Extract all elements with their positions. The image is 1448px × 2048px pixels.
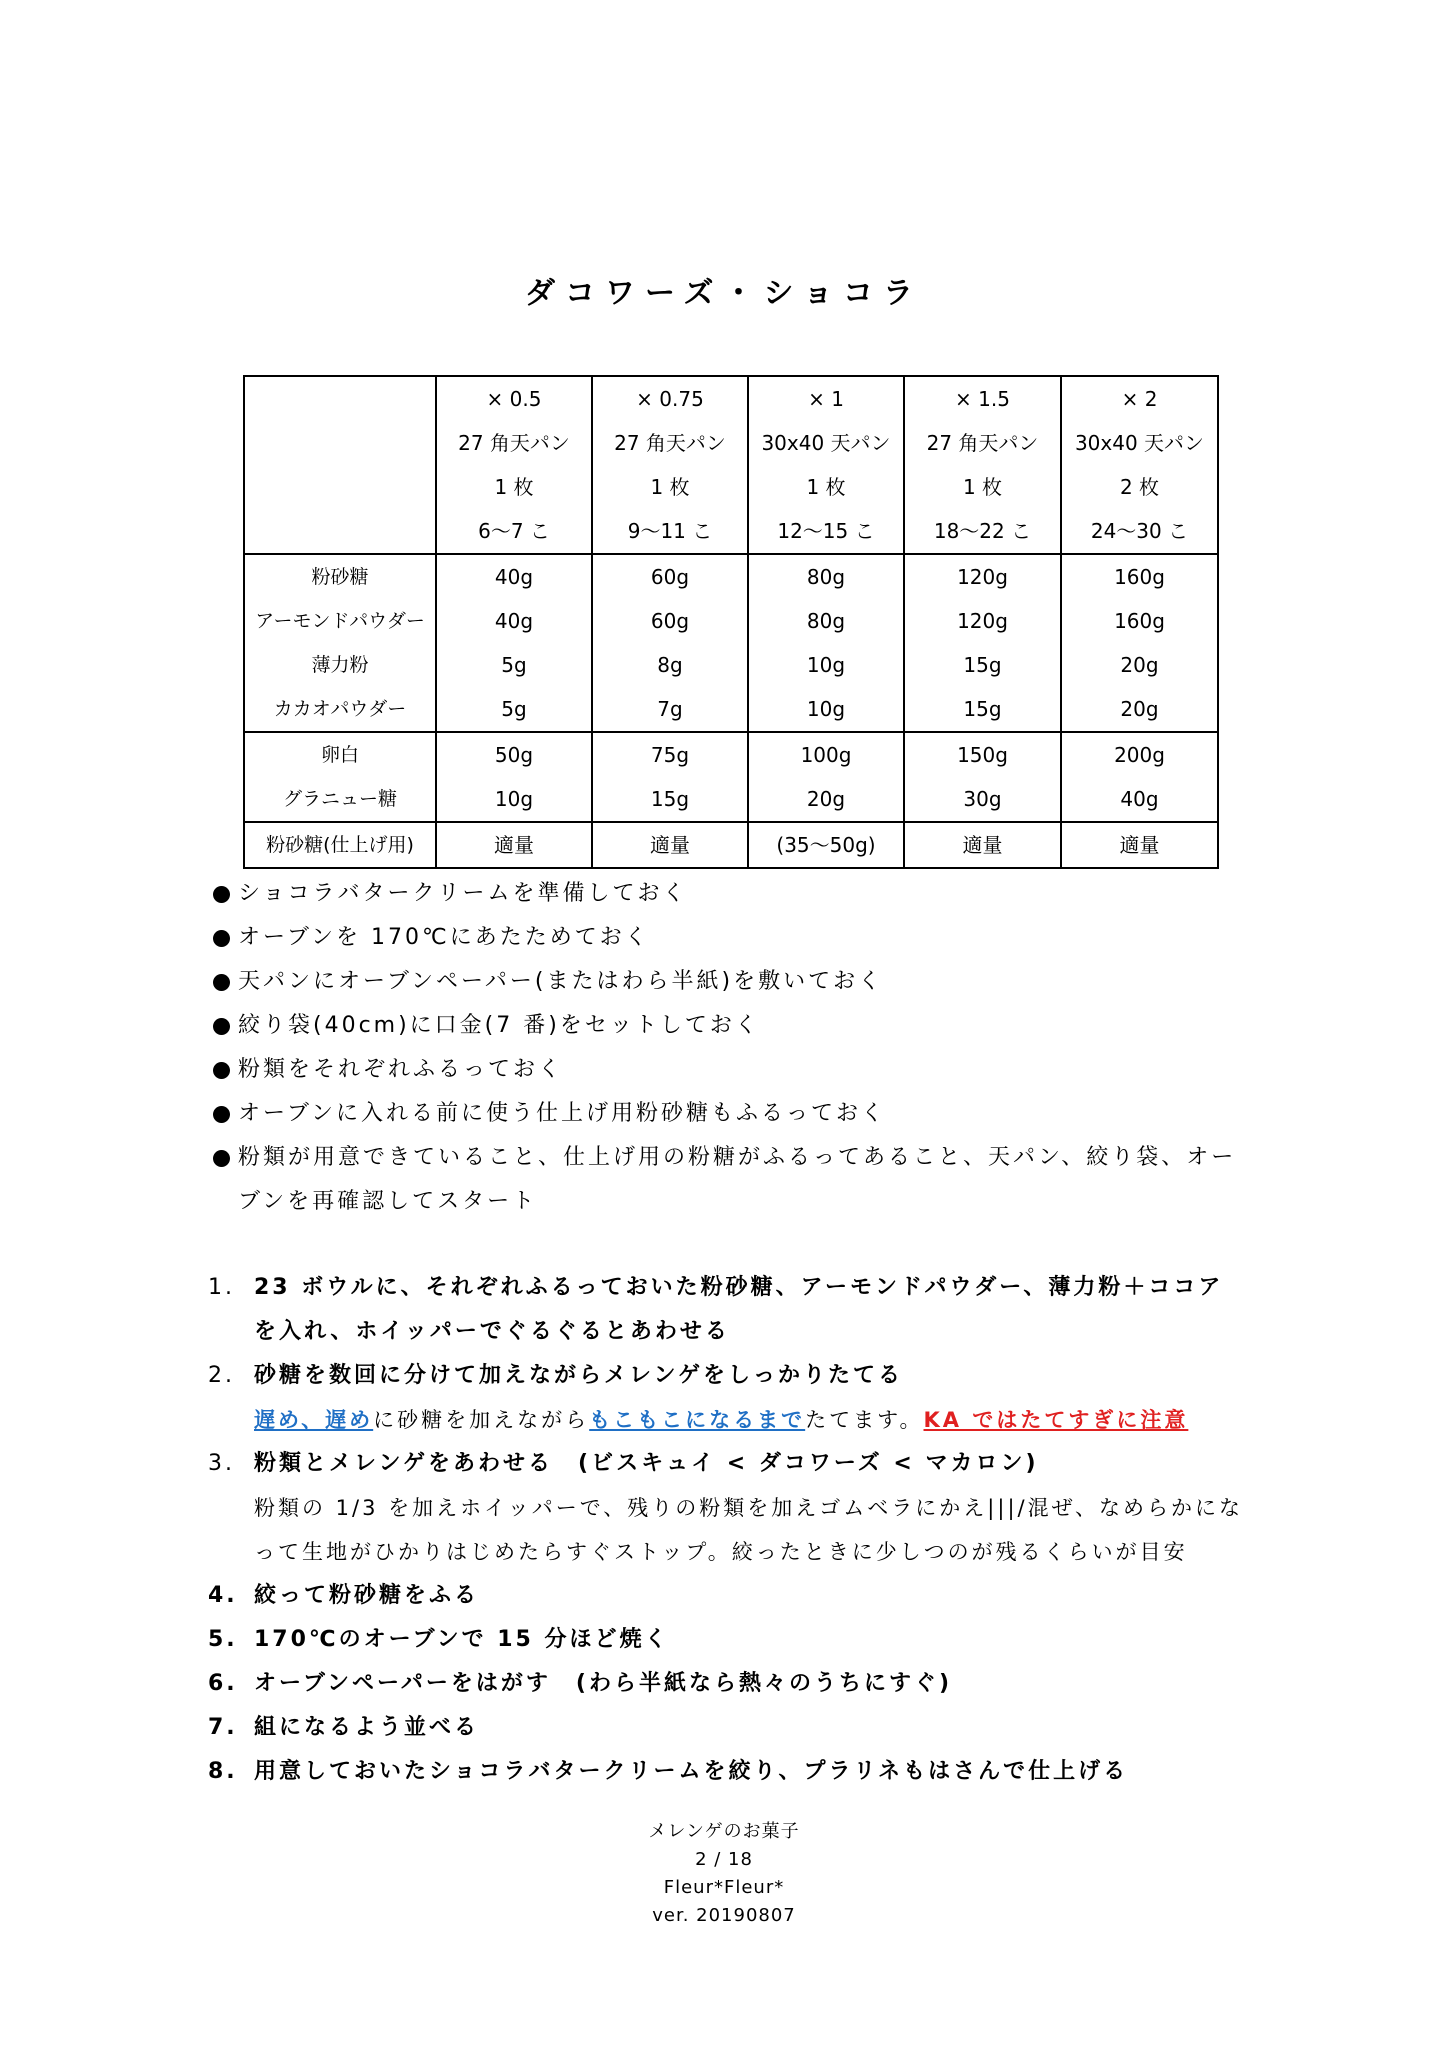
yield-count: 12～15 こ (777, 519, 875, 543)
step-text: 170℃のオーブンで 15 分ほど焼く (254, 1627, 670, 1652)
scale-multiplier: × 1 (808, 387, 844, 411)
amount: 40g (1120, 787, 1159, 811)
note-text: たてます。 (805, 1408, 924, 1432)
step-text: 用意しておいたショコラバタークリームを絞り、プラリネもはさんで仕上げる (254, 1759, 1129, 1784)
amount: 150g (957, 743, 1008, 767)
amount: 200g (1114, 743, 1165, 767)
amount-cell (592, 732, 748, 822)
step-6 (208, 1662, 1248, 1706)
step-number: 3. (208, 1451, 235, 1476)
amount: 60g (650, 609, 690, 633)
instruction-steps (208, 1266, 1248, 1794)
author-name: Fleur*Fleur* (663, 1877, 785, 1898)
step-number: 7. (208, 1715, 238, 1740)
page-number: 2 / 18 (695, 1849, 753, 1870)
ingredient-label: 卵白 (320, 744, 359, 766)
step-number: 2. (208, 1363, 235, 1388)
amount-cell (1061, 554, 1218, 732)
sheet-count: 1 枚 (494, 475, 534, 499)
yield-count: 6～7 こ (478, 519, 550, 543)
pan-size: 30x40 天パン (1074, 431, 1205, 455)
page-title: ダコワーズ・ショコラ (525, 276, 923, 311)
amount: 160g (1114, 609, 1165, 633)
pan-size: 27 角天パン (926, 431, 1039, 455)
amount: 15g (963, 697, 1002, 721)
amount: 30g (963, 787, 1002, 811)
step-text: 23 ボウルに、それぞれふるっておいた粉砂糖、アーモンドパウダー、薄力粉＋ココアを入れ、ホイッパーでぐるぐるとあわせる (254, 1275, 1224, 1344)
highlight-text: もこもこになるまで (589, 1408, 806, 1432)
amount: 160g (1114, 565, 1165, 589)
amount: 適量 (1119, 833, 1160, 857)
scale-multiplier: × 0.75 (636, 387, 704, 411)
pan-size: 27 角天パン (458, 431, 570, 455)
amount-cell (436, 732, 592, 822)
amount: 20g (806, 787, 846, 811)
ingredient-label: アーモンドパウダー (255, 610, 425, 632)
amount: 15g (650, 787, 690, 811)
scale-column-header (592, 376, 748, 554)
amount: 適量 (494, 833, 534, 857)
pan-size: 27 角天パン (614, 431, 726, 455)
sheet-count: 1 枚 (806, 475, 846, 499)
amount: 60g (650, 565, 690, 589)
amount-cell (1061, 732, 1218, 822)
amount: 10g (494, 787, 534, 811)
step-4 (208, 1574, 1248, 1618)
ingredient-label-cell (244, 554, 436, 732)
table-row (244, 822, 1218, 868)
amount-cell (748, 822, 904, 868)
amount: 5g (501, 653, 527, 677)
scale-column-header (904, 376, 1061, 554)
yield-count: 9～11 こ (627, 519, 713, 543)
amount-cell (592, 822, 748, 868)
step-note: 粉類の 1/3 を加えホイッパーで、残りの粉類を加えゴムベラにかえ|||/混ぜ、なめらかになって生地がひかりはじめたらすぐストップ。絞ったときに少しつのが残るくらいが目安 (254, 1496, 1243, 1564)
scale-multiplier: × 0.5 (486, 387, 542, 411)
step-5 (208, 1618, 1248, 1662)
amount-cell (436, 554, 592, 732)
yield-count: 18～22 こ (933, 519, 1032, 543)
amount-cell (748, 732, 904, 822)
amount: 10g (806, 697, 846, 721)
list-item: 天パンにオーブンペーパー(またはわら半紙)を敷いておく (210, 960, 1240, 1004)
step-8 (208, 1750, 1248, 1794)
step-number: 8. (208, 1759, 238, 1784)
amount: (35～50g) (776, 833, 876, 857)
list-item: 粉類をそれぞれふるっておく (210, 1048, 1240, 1092)
yield-count: 24～30 こ (1090, 519, 1189, 543)
ingredient-label: カカオパウダー (273, 698, 407, 720)
step-note (254, 1398, 1248, 1442)
amount: 40g (494, 609, 534, 633)
amount: 80g (806, 565, 846, 589)
scale-multiplier: × 2 (1121, 387, 1158, 411)
book-title: メレンゲのお菓子 (648, 1821, 800, 1842)
scale-multiplier: × 1.5 (955, 387, 1010, 411)
sheet-count: 1 枚 (650, 475, 690, 499)
page-footer (0, 1818, 1448, 1930)
step-1 (208, 1266, 1248, 1354)
step-number: 6. (208, 1671, 238, 1696)
amount: 20g (1120, 697, 1159, 721)
table-row (244, 554, 1218, 732)
step-text: 粉類とメレンゲをあわせる (ビスキュイ < ダコワーズ < マカロン) (254, 1451, 1039, 1476)
amount: 120g (957, 565, 1008, 589)
step-3 (208, 1442, 1248, 1574)
list-item: 粉類が用意できていること、仕上げ用の粉糖がふるってあること、天パン、絞り袋、オーブンを再確認してスタート (210, 1136, 1240, 1224)
step-text: 組になるよう並べる (254, 1715, 480, 1740)
amount: 8g (657, 653, 683, 677)
amount: 80g (806, 609, 846, 633)
amount: 適量 (962, 833, 1003, 857)
amount: 100g (800, 743, 852, 767)
amount: 40g (494, 565, 534, 589)
step-text: オーブンペーパーをはがす (わら半紙なら熱々のうちにすぐ) (254, 1671, 953, 1696)
step-7 (208, 1706, 1248, 1750)
ingredient-label: 粉砂糖(仕上げ用) (266, 834, 414, 856)
scale-column-header (1061, 376, 1218, 554)
list-item: オーブンに入れる前に使う仕上げ用粉砂糖もふるっておく (210, 1092, 1240, 1136)
amount: 適量 (650, 833, 690, 857)
list-item: オーブンを 170℃にあたためておく (210, 916, 1240, 960)
highlight-text: 遅め、遅め (254, 1408, 374, 1432)
note-text: に砂糖を加えながら (373, 1408, 590, 1432)
sheet-count: 1 枚 (962, 475, 1003, 499)
table-row (244, 376, 1218, 554)
preparation-list (210, 872, 1240, 1224)
amount-cell (436, 822, 592, 868)
amount: 7g (657, 697, 683, 721)
recipe-table (243, 375, 1219, 869)
version-label: ver. 20190807 (652, 1905, 796, 1926)
scale-column-header (748, 376, 904, 554)
amount: 10g (806, 653, 846, 677)
scale-column-header (436, 376, 592, 554)
table-corner-cell (244, 376, 436, 554)
ingredient-label-cell (244, 822, 436, 868)
amount: 50g (494, 743, 534, 767)
amount-cell (1061, 822, 1218, 868)
step-text: 絞って粉砂糖をふる (254, 1583, 480, 1608)
ingredient-label: 粉砂糖 (311, 566, 369, 588)
amount: 15g (963, 653, 1002, 677)
step-2 (208, 1354, 1248, 1442)
ingredient-label: グラニュー糖 (282, 788, 397, 810)
step-number: 5. (208, 1627, 238, 1652)
amount-cell (904, 822, 1061, 868)
amount: 120g (957, 609, 1008, 633)
step-number: 1. (208, 1275, 235, 1300)
ingredient-label: 薄力粉 (311, 654, 369, 676)
ingredient-label-cell (244, 732, 436, 822)
pan-size: 30x40 天パン (761, 431, 891, 455)
amount: 75g (650, 743, 690, 767)
warning-text: KA ではたてすぎに注意 (923, 1408, 1189, 1432)
list-item: ショコラバタークリームを準備しておく (210, 872, 1240, 916)
amount-cell (904, 732, 1061, 822)
amount: 20g (1120, 653, 1159, 677)
sheet-count: 2 枚 (1119, 475, 1160, 499)
list-item: 絞り袋(40cm)に口金(7 番)をセットしておく (210, 1004, 1240, 1048)
step-number: 4. (208, 1583, 238, 1608)
amount-cell (592, 554, 748, 732)
amount-cell (904, 554, 1061, 732)
step-text: 砂糖を数回に分けて加えながらメレンゲをしっかりたてる (254, 1363, 904, 1388)
amount: 5g (501, 697, 527, 721)
amount-cell (748, 554, 904, 732)
table-row (244, 732, 1218, 822)
